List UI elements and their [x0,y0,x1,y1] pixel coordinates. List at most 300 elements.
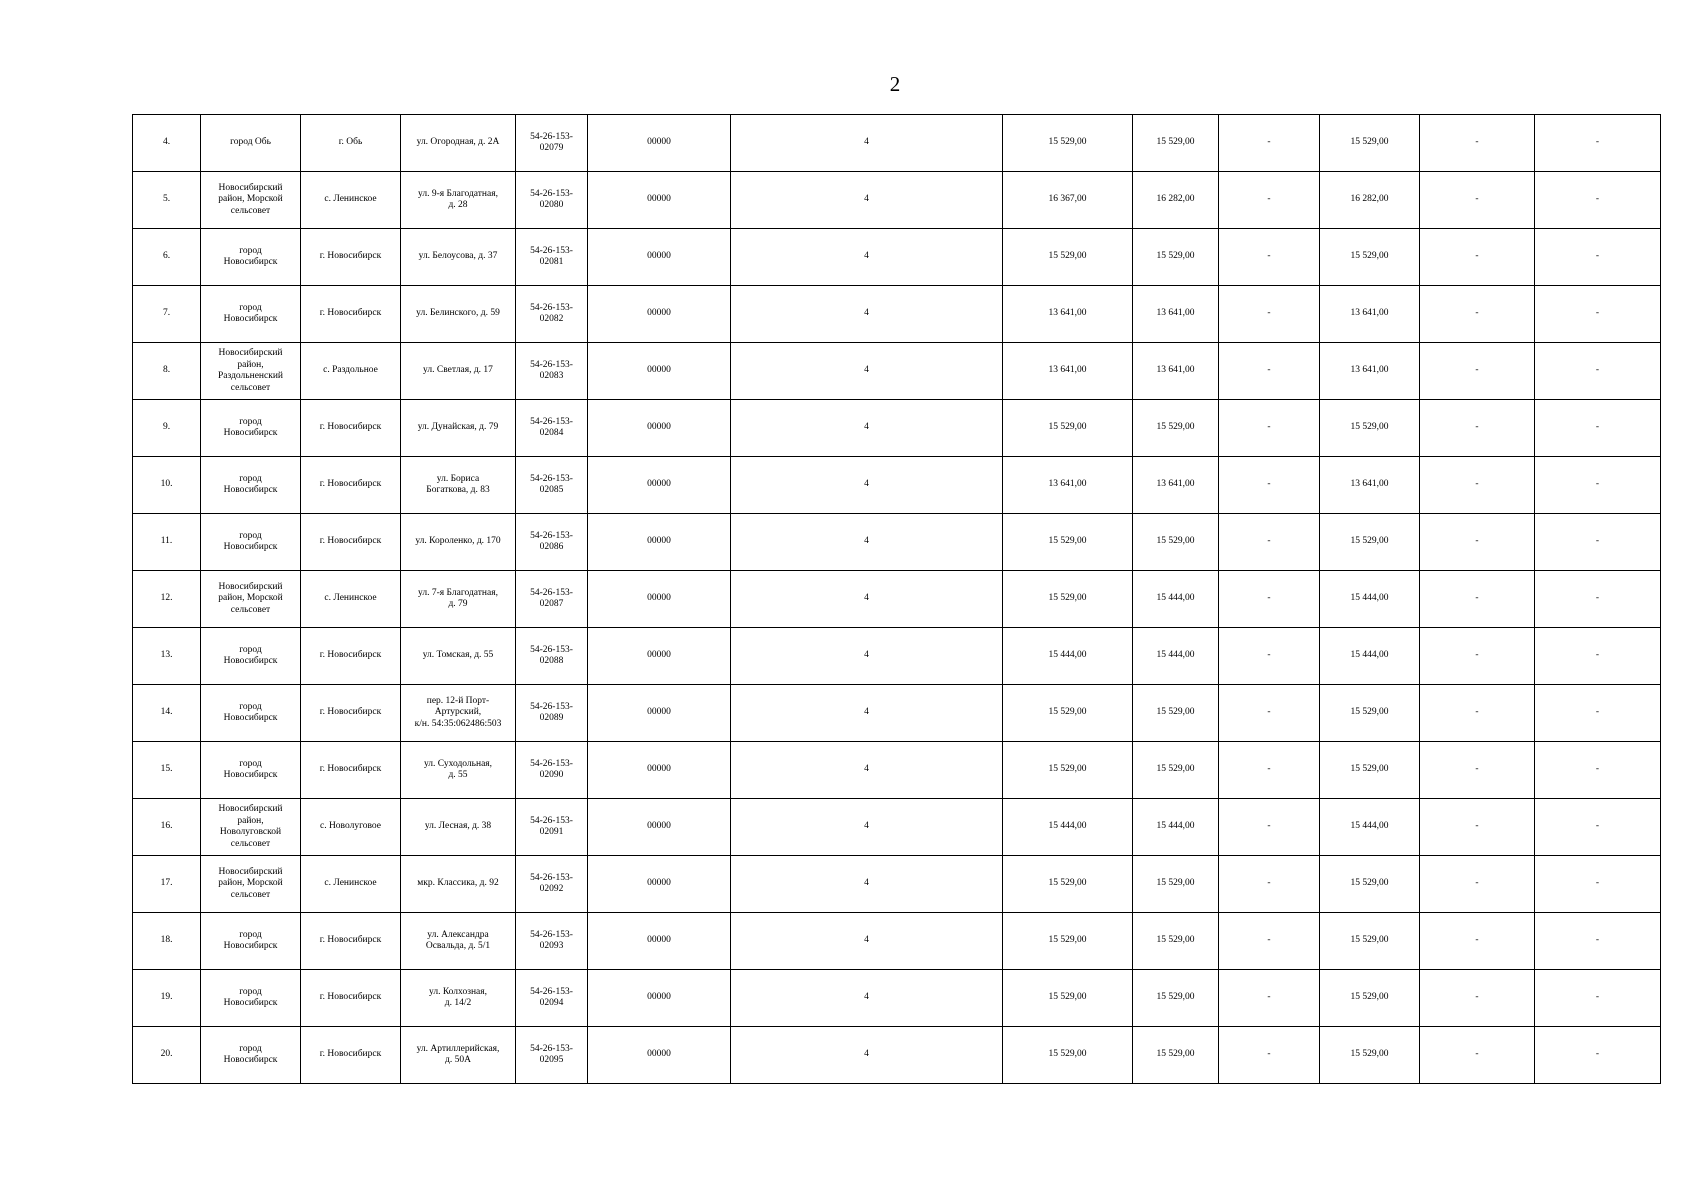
amount-approved-cell [1133,742,1219,799]
cell-text: с. Ленинское [324,194,377,205]
amount-cell [1003,1027,1133,1084]
cell-text: город Новосибирск [223,302,278,324]
settlement-cell [301,856,401,913]
cell-text: - [1267,536,1271,547]
address-cell [401,628,516,685]
amount-cell [1003,571,1133,628]
address-cell [401,685,516,742]
total-amount-cell [1320,799,1420,856]
cell-text: г. Новосибирск [319,764,382,775]
cell-text: 15 529,00 [1048,251,1087,262]
cell-text: город Обь [230,137,271,148]
cell-text: - [1267,251,1271,262]
dash-cell [1219,742,1320,799]
table-row [133,172,1661,229]
address-cell [401,115,516,172]
cell-text: 9. [162,422,171,433]
municipality-cell [201,115,301,172]
cell-text: Новосибирский район, Морской сельсовет [218,866,283,900]
cell-text: город Новосибирск [223,416,278,438]
cell-text: Новосибирский район, Новолуговской сельсовет [218,804,283,849]
cell-text: ул. Томская, д. 55 [422,650,494,661]
cell-text: 15 529,00 [1350,935,1389,946]
cell-text: 20. [160,1049,173,1060]
municipality-cell [201,286,301,343]
cell-text: - [1595,593,1600,604]
row-number-cell [133,799,201,856]
cell-text: - [1595,251,1600,262]
amount-cell [1003,970,1133,1027]
dash-cell [1535,856,1661,913]
cell-text: ул. 7-я Благодатная, д. 79 [418,587,498,609]
cell-text: 16 282,00 [1156,194,1195,205]
amount-cell [1003,856,1133,913]
cell-text: 00000 [647,821,671,832]
cell-text: 4 [864,308,869,319]
cell-text: город Новосибирск [223,1043,278,1065]
cell-text: 15 529,00 [1350,1049,1389,1060]
cell-text: 15 529,00 [1048,137,1087,148]
municipality-cell [201,856,301,913]
cell-text: 13 641,00 [1156,365,1195,376]
municipality-cell [201,514,301,571]
total-amount-cell [1320,628,1420,685]
cell-text: - [1595,365,1600,376]
code-cell [588,229,731,286]
cell-text: город Новосибирск [223,929,278,951]
dash-cell [1535,400,1661,457]
cell-text: 15 529,00 [1156,878,1195,889]
cell-text: - [1475,650,1479,661]
cell-text: - [1475,365,1479,376]
table-body [133,115,1661,1084]
address-cell [401,1027,516,1084]
cell-text: 15 529,00 [1048,764,1087,775]
cell-text: г. Новосибирск [319,308,382,319]
quantity-cell [731,742,1003,799]
cell-text: 4 [864,536,869,547]
dash-cell [1219,628,1320,685]
quantity-cell [731,856,1003,913]
amount-cell [1003,115,1133,172]
amount-cell [1003,400,1133,457]
cell-text: - [1267,365,1271,376]
total-amount-cell [1320,742,1420,799]
table-row [133,742,1661,799]
cell-text: 54-26-153- 02082 [530,302,573,324]
contract-number-cell [516,343,588,400]
cell-text: ул. Огородная, д. 2А [416,137,500,148]
cell-text: Новосибирский район, Морской сельсовет [218,182,283,216]
cell-text: 16 282,00 [1350,194,1389,205]
dash-cell [1535,514,1661,571]
address-cell [401,799,516,856]
cell-text: - [1267,764,1271,775]
cell-text: - [1267,935,1271,946]
address-cell [401,913,516,970]
row-number-cell [133,115,201,172]
row-number-cell [133,685,201,742]
cell-text: г. Новосибирск [319,650,382,661]
cell-text: 15 529,00 [1156,764,1195,775]
contract-number-cell [516,913,588,970]
cell-text: - [1595,1049,1600,1060]
cell-text: г. Новосибирск [319,479,382,490]
dash-cell [1420,172,1535,229]
amount-approved-cell [1133,400,1219,457]
dash-cell [1535,286,1661,343]
dash-cell [1420,685,1535,742]
contract-number-cell [516,685,588,742]
amount-cell [1003,514,1133,571]
cell-text: 54-26-153- 02083 [530,359,573,381]
cell-text: г. Новосибирск [319,251,382,262]
cell-text: 15 529,00 [1048,1049,1087,1060]
cell-text: 15 529,00 [1048,422,1087,433]
dash-cell [1219,685,1320,742]
settlement-cell [301,172,401,229]
contract-number-cell [516,628,588,685]
cell-text: 15. [160,764,173,775]
contract-number-cell [516,286,588,343]
amount-cell [1003,172,1133,229]
amount-approved-cell [1133,913,1219,970]
contract-number-cell [516,742,588,799]
row-number-cell [133,1027,201,1084]
amount-approved-cell [1133,229,1219,286]
cell-text: 15 529,00 [1350,536,1389,547]
settlement-cell [301,742,401,799]
cell-text: - [1475,536,1479,547]
settlement-cell [301,229,401,286]
code-cell [588,1027,731,1084]
cell-text: 17. [160,878,173,889]
code-cell [588,628,731,685]
cell-text: ул. Артиллерийская, д. 50А [416,1043,500,1065]
address-cell [401,286,516,343]
cell-text: 13 641,00 [1350,365,1389,376]
total-amount-cell [1320,913,1420,970]
amount-cell [1003,457,1133,514]
dash-cell [1420,229,1535,286]
cell-text: 12. [160,593,173,604]
cell-text: - [1595,194,1600,205]
contract-number-cell [516,856,588,913]
amount-cell [1003,799,1133,856]
cell-text: ул. Дунайская, д. 79 [417,422,499,433]
address-cell [401,571,516,628]
dash-cell [1219,799,1320,856]
cell-text: 54-26-153- 02080 [530,188,573,210]
code-cell [588,172,731,229]
quantity-cell [731,400,1003,457]
dash-cell [1219,457,1320,514]
cell-text: 15 444,00 [1156,821,1195,832]
address-cell [401,856,516,913]
table-row [133,229,1661,286]
cell-text: - [1267,878,1271,889]
address-cell [401,172,516,229]
cell-text: - [1475,707,1479,718]
total-amount-cell [1320,229,1420,286]
total-amount-cell [1320,286,1420,343]
cell-text: 00000 [647,935,671,946]
cell-text: 15 444,00 [1048,650,1087,661]
settlement-cell [301,115,401,172]
cell-text: 13 641,00 [1156,308,1195,319]
code-cell [588,970,731,1027]
code-cell [588,457,731,514]
settlement-cell [301,913,401,970]
cell-text: 00000 [647,878,671,889]
cell-text: 15 444,00 [1156,593,1195,604]
amount-approved-cell [1133,115,1219,172]
cell-text: 54-26-153- 02092 [530,872,573,894]
cell-text: ул. Колхозная, д. 14/2 [429,986,487,1008]
table-row [133,628,1661,685]
dash-cell [1420,286,1535,343]
cell-text: - [1267,137,1271,148]
total-amount-cell [1320,685,1420,742]
cell-text: 54-26-153- 02091 [530,815,573,837]
cell-text: - [1267,707,1271,718]
contract-number-cell [516,457,588,514]
row-number-cell [133,628,201,685]
quantity-cell [731,172,1003,229]
address-cell [401,457,516,514]
cell-text: 13 641,00 [1048,308,1087,319]
row-number-cell [133,172,201,229]
table-row [133,286,1661,343]
cell-text: - [1595,878,1600,889]
cell-text: - [1595,422,1600,433]
cell-text: - [1267,593,1271,604]
cell-text: 15 529,00 [1350,251,1389,262]
cell-text: 13 641,00 [1048,365,1087,376]
cell-text: - [1595,935,1600,946]
cell-text: мкр. Классика, д. 92 [417,878,499,889]
cell-text: 00000 [647,593,671,604]
quantity-cell [731,1027,1003,1084]
cell-text: 11. [160,536,173,547]
cell-text: 00000 [647,137,671,148]
cell-text: 4 [864,194,869,205]
quantity-cell [731,799,1003,856]
dash-cell [1420,115,1535,172]
cell-text: 00000 [647,194,671,205]
total-amount-cell [1320,343,1420,400]
cell-text: 15 529,00 [1156,536,1195,547]
dash-cell [1219,970,1320,1027]
cell-text: 00000 [647,365,671,376]
cell-text: - [1267,821,1271,832]
row-number-cell [133,856,201,913]
cell-text: 15 444,00 [1350,593,1389,604]
dash-cell [1420,970,1535,1027]
total-amount-cell [1320,115,1420,172]
amount-approved-cell [1133,343,1219,400]
page-number: 2 [889,72,901,96]
dash-cell [1420,1027,1535,1084]
cell-text: 4 [864,707,869,718]
row-number-cell [133,571,201,628]
cell-text: 4 [864,821,869,832]
row-number-cell [133,970,201,1027]
cell-text: город Новосибирск [223,986,278,1008]
cell-text: 00000 [647,536,671,547]
table-row [133,400,1661,457]
dash-cell [1219,571,1320,628]
cell-text: 15 529,00 [1048,992,1087,1003]
cell-text: ул. Белинского, д. 59 [416,308,500,319]
cell-text: 54-26-153- 02090 [530,758,573,780]
code-cell [588,115,731,172]
cell-text: 4 [864,1049,869,1060]
dash-cell [1535,229,1661,286]
quantity-cell [731,229,1003,286]
code-cell [588,514,731,571]
dash-cell [1535,1027,1661,1084]
code-cell [588,913,731,970]
quantity-cell [731,685,1003,742]
settlement-cell [301,400,401,457]
municipality-cell [201,571,301,628]
row-number-cell [133,343,201,400]
code-cell [588,286,731,343]
cell-text: г. Новосибирск [319,935,382,946]
cell-text: 8. [162,365,171,376]
cell-text: 15 529,00 [1156,422,1195,433]
cell-text: 15 444,00 [1350,821,1389,832]
cell-text: 16. [160,821,173,832]
address-cell [401,514,516,571]
cell-text: - [1267,992,1271,1003]
table-row [133,685,1661,742]
municipality-cell [201,685,301,742]
cell-text: - [1475,479,1479,490]
amount-approved-cell [1133,457,1219,514]
address-cell [401,343,516,400]
row-number-cell [133,457,201,514]
cell-text: 54-26-153- 02095 [530,1043,573,1065]
code-cell [588,685,731,742]
dash-cell [1535,970,1661,1027]
dash-cell [1219,913,1320,970]
row-number-cell [133,286,201,343]
cell-text: - [1595,650,1600,661]
amount-cell [1003,685,1133,742]
cell-text: 4 [864,422,869,433]
row-number-cell [133,742,201,799]
cell-text: 19. [160,992,173,1003]
cell-text: 4 [864,878,869,889]
cell-text: 15 529,00 [1048,707,1087,718]
quantity-cell [731,115,1003,172]
cell-text: 15 529,00 [1156,992,1195,1003]
cell-text: 13. [160,650,173,661]
address-cell [401,742,516,799]
cell-text: 00000 [647,707,671,718]
cell-text: 00000 [647,650,671,661]
total-amount-cell [1320,514,1420,571]
cell-text: - [1267,479,1271,490]
cell-text: 00000 [647,1049,671,1060]
cell-text: г. Новосибирск [319,422,382,433]
cell-text: 13 641,00 [1350,308,1389,319]
cell-text: 14. [160,707,173,718]
dash-cell [1420,400,1535,457]
cell-text: 54-26-153- 02086 [530,530,573,552]
settlement-cell [301,1027,401,1084]
cell-text: 15 529,00 [1156,707,1195,718]
cell-text: 15 529,00 [1048,878,1087,889]
amount-approved-cell [1133,571,1219,628]
settlement-cell [301,970,401,1027]
amount-cell [1003,913,1133,970]
cell-text: - [1267,1049,1271,1060]
cell-text: 16 367,00 [1048,194,1087,205]
contract-number-cell [516,571,588,628]
table-row [133,514,1661,571]
dash-cell [1535,685,1661,742]
cell-text: - [1475,137,1479,148]
row-number-cell [133,229,201,286]
cell-text: 15 529,00 [1048,935,1087,946]
cell-text: - [1475,422,1479,433]
cell-text: - [1267,650,1271,661]
amount-cell [1003,229,1133,286]
cell-text: 54-26-153- 02089 [530,701,573,723]
cell-text: 00000 [647,251,671,262]
dash-cell [1219,286,1320,343]
dash-cell [1420,514,1535,571]
cell-text: - [1595,707,1600,718]
cell-text: 15 529,00 [1156,1049,1195,1060]
dash-cell [1219,115,1320,172]
quantity-cell [731,571,1003,628]
cell-text: 00000 [647,422,671,433]
table-row [133,457,1661,514]
cell-text: город Новосибирск [223,701,278,723]
cell-text: - [1475,992,1479,1003]
contract-number-cell [516,799,588,856]
cell-text: 54-26-153- 02079 [530,131,573,153]
cell-text: 18. [160,935,173,946]
cell-text: ул. Светлая, д. 17 [423,365,493,376]
cell-text: - [1595,479,1600,490]
cell-text: ул. Александра Освальда, д. 5/1 [425,929,491,951]
cell-text: 5. [162,194,171,205]
settlement-cell [301,514,401,571]
quantity-cell [731,913,1003,970]
settlement-cell [301,685,401,742]
cell-text: 15 444,00 [1156,650,1195,661]
dash-cell [1219,343,1320,400]
cell-text: ул. 9-я Благодатная, д. 28 [418,188,498,210]
dash-cell [1420,742,1535,799]
row-number-cell [133,514,201,571]
cell-text: 00000 [647,479,671,490]
dash-cell [1219,400,1320,457]
cell-text: - [1475,821,1479,832]
amount-approved-cell [1133,172,1219,229]
cell-text: г. Новосибирск [319,536,382,547]
cell-text: город Новосибирск [223,245,278,267]
contract-number-cell [516,229,588,286]
cell-text: с. Ленинское [324,878,377,889]
cell-text: 15 529,00 [1350,878,1389,889]
table-row [133,115,1661,172]
